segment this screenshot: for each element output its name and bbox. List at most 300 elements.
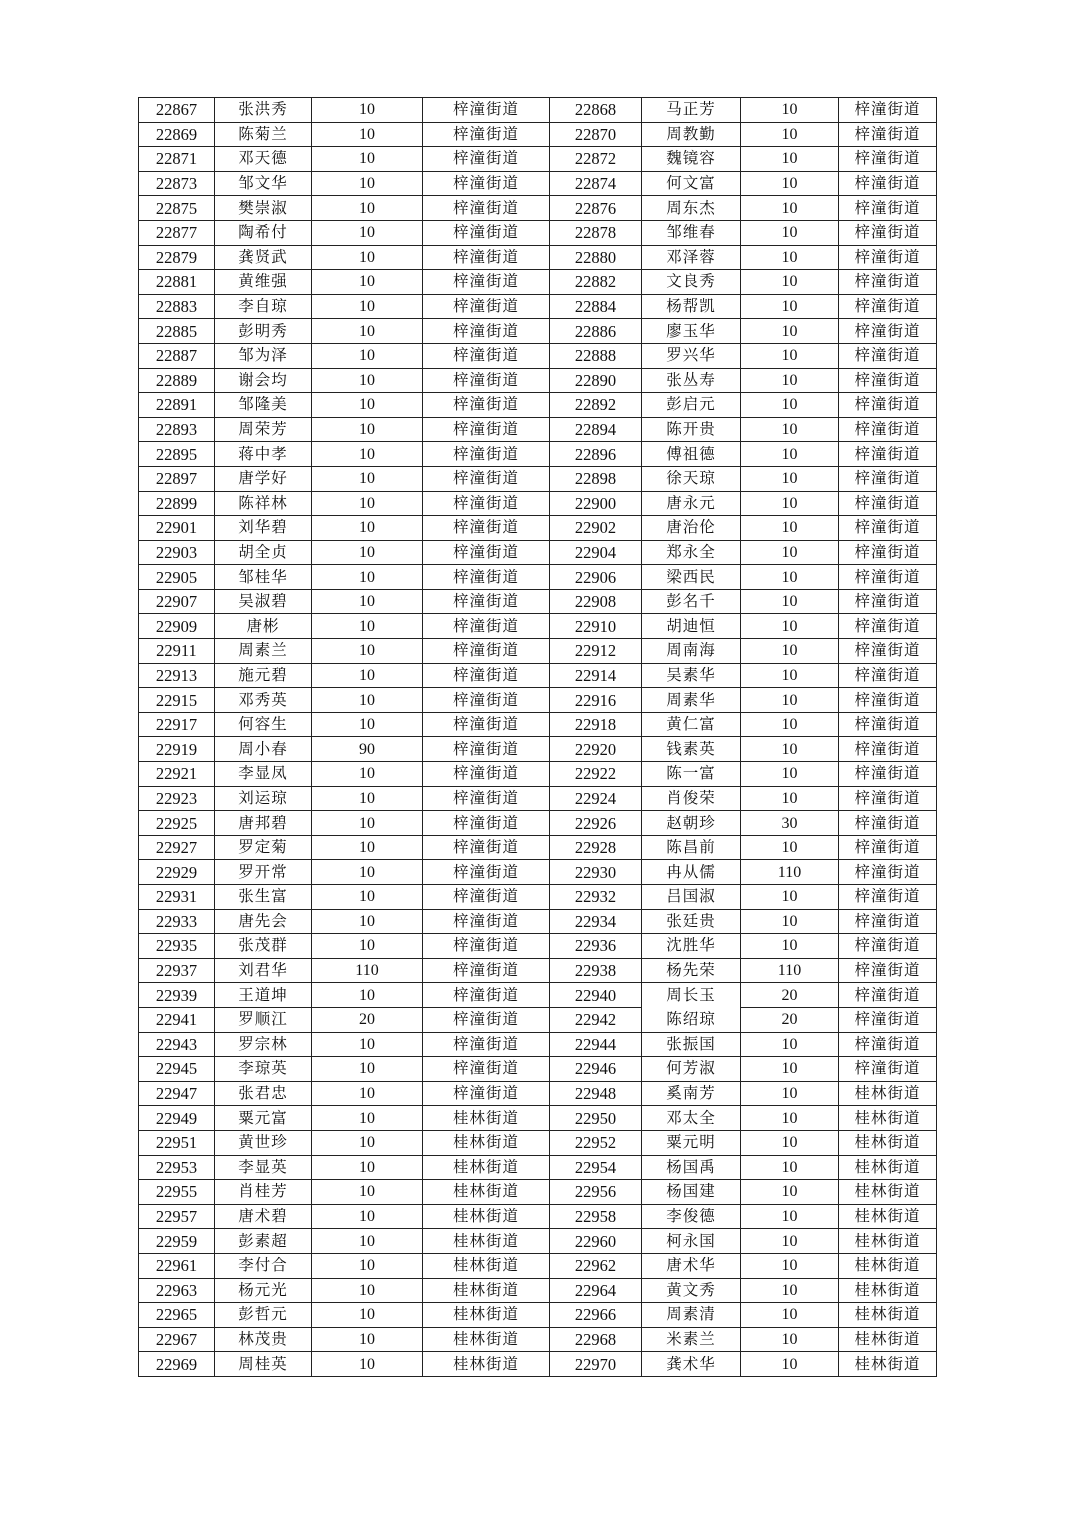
- table-row: [139, 983, 937, 1008]
- person-name-cell: 邓秀英: [215, 688, 312, 713]
- person-name-cell: 彭名千: [642, 589, 741, 614]
- amount-cell: 10: [741, 885, 839, 910]
- street-cell: 梓潼街道: [839, 343, 937, 368]
- street-cell: 梓潼街道: [839, 466, 937, 491]
- person-name-cell: 彭启元: [642, 393, 741, 418]
- person-name-cell: 徐天琼: [642, 466, 741, 491]
- person-name-cell: 周教勤: [642, 122, 741, 147]
- table-row: [139, 147, 937, 172]
- street-cell: 梓潼街道: [839, 442, 937, 467]
- amount-cell: 10: [741, 1106, 839, 1131]
- record-id-cell: 22908: [550, 589, 642, 614]
- amount-cell: 10: [312, 319, 423, 344]
- street-cell: 梓潼街道: [423, 762, 550, 787]
- amount-cell: 10: [312, 639, 423, 664]
- record-id-cell: 22883: [139, 294, 215, 319]
- person-name-cell: 何芳淑: [642, 1057, 741, 1082]
- table-row: [139, 417, 937, 442]
- person-name-cell: 李付合: [215, 1253, 312, 1278]
- amount-cell: 10: [741, 1204, 839, 1229]
- street-cell: 桂林街道: [423, 1229, 550, 1254]
- table-row: [139, 1081, 937, 1106]
- record-id-cell: 22901: [139, 516, 215, 541]
- record-id-cell: 22905: [139, 565, 215, 590]
- street-cell: 梓潼街道: [423, 589, 550, 614]
- amount-cell: 10: [741, 1303, 839, 1328]
- amount-cell: 10: [741, 1155, 839, 1180]
- record-id-cell: 22873: [139, 171, 215, 196]
- table-row: [139, 171, 937, 196]
- table-row: [139, 1327, 937, 1352]
- street-cell: 梓潼街道: [839, 417, 937, 442]
- record-id-cell: 22966: [550, 1303, 642, 1328]
- amount-cell: 10: [741, 147, 839, 172]
- person-name-cell: 罗兴华: [642, 343, 741, 368]
- record-id-cell: 22927: [139, 835, 215, 860]
- amount-cell: 10: [312, 466, 423, 491]
- table-row: [139, 516, 937, 541]
- person-name-cell: 周长玉: [642, 983, 741, 1008]
- amount-cell: 10: [312, 1032, 423, 1057]
- amount-cell: 110: [312, 958, 423, 983]
- amount-cell: 10: [741, 516, 839, 541]
- table-row: [139, 934, 937, 959]
- record-id-cell: 22869: [139, 122, 215, 147]
- amount-cell: 10: [741, 1081, 839, 1106]
- amount-cell: 10: [741, 540, 839, 565]
- person-name-cell: 魏镜容: [642, 147, 741, 172]
- table-row: [139, 1229, 937, 1254]
- street-cell: 梓潼街道: [423, 786, 550, 811]
- person-name-cell: 张振国: [642, 1032, 741, 1057]
- amount-cell: 10: [312, 589, 423, 614]
- record-id-cell: 22872: [550, 147, 642, 172]
- street-cell: 梓潼街道: [423, 885, 550, 910]
- street-cell: 梓潼街道: [839, 368, 937, 393]
- amount-cell: 10: [312, 663, 423, 688]
- record-id-cell: 22941: [139, 1007, 215, 1032]
- record-id-cell: 22945: [139, 1057, 215, 1082]
- table-row: [139, 319, 937, 344]
- street-cell: 桂林街道: [839, 1327, 937, 1352]
- record-id-cell: 22923: [139, 786, 215, 811]
- person-name-cell: 谢会均: [215, 368, 312, 393]
- street-cell: 梓潼街道: [839, 98, 937, 123]
- person-name-cell: 文良秀: [642, 270, 741, 295]
- table-row: [139, 220, 937, 245]
- record-id-cell: 22952: [550, 1130, 642, 1155]
- street-cell: 梓潼街道: [423, 983, 550, 1008]
- amount-cell: 10: [741, 1032, 839, 1057]
- street-cell: 梓潼街道: [423, 1081, 550, 1106]
- amount-cell: 10: [312, 712, 423, 737]
- person-name-cell: 柯永国: [642, 1229, 741, 1254]
- person-name-cell: 吴素华: [642, 663, 741, 688]
- table-row: [139, 1204, 937, 1229]
- street-cell: 梓潼街道: [839, 171, 937, 196]
- record-id-cell: 22948: [550, 1081, 642, 1106]
- person-name-cell: 邓泽蓉: [642, 245, 741, 270]
- street-cell: 桂林街道: [839, 1278, 937, 1303]
- table-row: [139, 688, 937, 713]
- street-cell: 梓潼街道: [423, 147, 550, 172]
- street-cell: 梓潼街道: [423, 196, 550, 221]
- street-cell: 梓潼街道: [839, 786, 937, 811]
- record-id-cell: 22882: [550, 270, 642, 295]
- street-cell: 梓潼街道: [423, 737, 550, 762]
- record-id-cell: 22888: [550, 343, 642, 368]
- street-cell: 桂林街道: [839, 1352, 937, 1377]
- amount-cell: 10: [312, 614, 423, 639]
- person-name-cell: 沈胜华: [642, 934, 741, 959]
- record-id-cell: 22947: [139, 1081, 215, 1106]
- person-name-cell: 彭素超: [215, 1229, 312, 1254]
- record-id-cell: 22916: [550, 688, 642, 713]
- amount-cell: 10: [312, 270, 423, 295]
- person-name-cell: 陈开贵: [642, 417, 741, 442]
- record-id-cell: 22900: [550, 491, 642, 516]
- person-name-cell: 刘君华: [215, 958, 312, 983]
- table-row: [139, 1352, 937, 1377]
- street-cell: 梓潼街道: [839, 220, 937, 245]
- table-row: [139, 393, 937, 418]
- person-name-cell: 周南海: [642, 639, 741, 664]
- table-row: [139, 1253, 937, 1278]
- amount-cell: 10: [312, 786, 423, 811]
- street-cell: 梓潼街道: [423, 491, 550, 516]
- amount-cell: 10: [312, 147, 423, 172]
- table-row: [139, 196, 937, 221]
- table-row: [139, 958, 937, 983]
- table-row: [139, 786, 937, 811]
- street-cell: 梓潼街道: [839, 565, 937, 590]
- amount-cell: 10: [312, 343, 423, 368]
- person-name-cell: 龚贤武: [215, 245, 312, 270]
- street-cell: 梓潼街道: [423, 688, 550, 713]
- amount-cell: 10: [741, 1327, 839, 1352]
- person-name-cell: 张丛寿: [642, 368, 741, 393]
- person-name-cell: 黄维强: [215, 270, 312, 295]
- record-id-cell: 22959: [139, 1229, 215, 1254]
- amount-cell: 10: [312, 368, 423, 393]
- street-cell: 桂林街道: [839, 1106, 937, 1131]
- amount-cell: 10: [741, 319, 839, 344]
- amount-cell: 110: [741, 860, 839, 885]
- table-row: [139, 860, 937, 885]
- street-cell: 梓潼街道: [423, 98, 550, 123]
- table-row: [139, 835, 937, 860]
- amount-cell: 10: [312, 762, 423, 787]
- record-id-cell: 22913: [139, 663, 215, 688]
- amount-cell: 10: [741, 909, 839, 934]
- street-cell: 梓潼街道: [839, 1007, 937, 1032]
- person-name-cell: 陶希付: [215, 220, 312, 245]
- person-name-cell: 杨元光: [215, 1278, 312, 1303]
- amount-cell: 10: [312, 1106, 423, 1131]
- street-cell: 桂林街道: [423, 1278, 550, 1303]
- street-cell: 桂林街道: [839, 1130, 937, 1155]
- record-id-cell: 22956: [550, 1180, 642, 1205]
- person-name-cell: 罗顺江: [215, 1007, 312, 1032]
- record-id-cell: 22915: [139, 688, 215, 713]
- street-cell: 桂林街道: [839, 1204, 937, 1229]
- street-cell: 梓潼街道: [839, 860, 937, 885]
- table-row: [139, 343, 937, 368]
- amount-cell: 10: [741, 1180, 839, 1205]
- person-name-cell: 奚南芳: [642, 1081, 741, 1106]
- street-cell: 梓潼街道: [839, 811, 937, 836]
- record-id-cell: 22932: [550, 885, 642, 910]
- record-id-cell: 22911: [139, 639, 215, 664]
- street-cell: 梓潼街道: [839, 270, 937, 295]
- record-id-cell: 22931: [139, 885, 215, 910]
- record-id-cell: 22962: [550, 1253, 642, 1278]
- amount-cell: 10: [741, 589, 839, 614]
- table-row: [139, 98, 937, 123]
- table-row: [139, 540, 937, 565]
- person-name-cell: 杨帮凯: [642, 294, 741, 319]
- amount-cell: 10: [741, 1278, 839, 1303]
- street-cell: 梓潼街道: [839, 540, 937, 565]
- table-row: [139, 589, 937, 614]
- record-id-cell: 22949: [139, 1106, 215, 1131]
- amount-cell: 10: [312, 860, 423, 885]
- person-name-cell: 梁西民: [642, 565, 741, 590]
- record-id-cell: 22925: [139, 811, 215, 836]
- person-name-cell: 周小春: [215, 737, 312, 762]
- street-cell: 桂林街道: [423, 1155, 550, 1180]
- street-cell: 梓潼街道: [423, 122, 550, 147]
- amount-cell: 10: [741, 466, 839, 491]
- record-id-cell: 22950: [550, 1106, 642, 1131]
- amount-cell: 10: [741, 737, 839, 762]
- person-name-cell: 杨国禹: [642, 1155, 741, 1180]
- person-name-cell: 林茂贵: [215, 1327, 312, 1352]
- street-cell: 梓潼街道: [839, 393, 937, 418]
- person-name-cell: 张廷贵: [642, 909, 741, 934]
- street-cell: 梓潼街道: [839, 835, 937, 860]
- person-name-cell: 施元碧: [215, 663, 312, 688]
- table-row: [139, 1032, 937, 1057]
- person-name-cell: 杨先荣: [642, 958, 741, 983]
- street-cell: 梓潼街道: [423, 516, 550, 541]
- amount-cell: 10: [741, 196, 839, 221]
- record-id-cell: 22904: [550, 540, 642, 565]
- person-name-cell: 张君忠: [215, 1081, 312, 1106]
- subsidy-roster-table: [138, 97, 937, 1377]
- record-id-cell: 22933: [139, 909, 215, 934]
- street-cell: 桂林街道: [423, 1106, 550, 1131]
- amount-cell: 10: [741, 762, 839, 787]
- street-cell: 梓潼街道: [839, 1057, 937, 1082]
- street-cell: 梓潼街道: [423, 614, 550, 639]
- amount-cell: 10: [312, 196, 423, 221]
- record-id-cell: 22934: [550, 909, 642, 934]
- person-name-cell: 彭哲元: [215, 1303, 312, 1328]
- street-cell: 梓潼街道: [839, 762, 937, 787]
- person-name-cell: 罗开常: [215, 860, 312, 885]
- street-cell: 梓潼街道: [423, 270, 550, 295]
- table-row: [139, 491, 937, 516]
- person-name-cell: 邓太全: [642, 1106, 741, 1131]
- record-id-cell: 22871: [139, 147, 215, 172]
- table-row: [139, 442, 937, 467]
- street-cell: 梓潼街道: [423, 565, 550, 590]
- person-name-cell: 唐学好: [215, 466, 312, 491]
- street-cell: 梓潼街道: [423, 909, 550, 934]
- person-name-cell: 邓天德: [215, 147, 312, 172]
- amount-cell: 10: [312, 491, 423, 516]
- person-name-cell: 陈绍琼: [642, 1007, 741, 1032]
- person-name-cell: 罗定菊: [215, 835, 312, 860]
- street-cell: 梓潼街道: [839, 737, 937, 762]
- street-cell: 梓潼街道: [423, 319, 550, 344]
- street-cell: 梓潼街道: [423, 245, 550, 270]
- amount-cell: 10: [741, 245, 839, 270]
- record-id-cell: 22928: [550, 835, 642, 860]
- amount-cell: 10: [312, 1057, 423, 1082]
- street-cell: 梓潼街道: [423, 712, 550, 737]
- person-name-cell: 李琼英: [215, 1057, 312, 1082]
- record-id-cell: 22929: [139, 860, 215, 885]
- person-name-cell: 粟元富: [215, 1106, 312, 1131]
- street-cell: 梓潼街道: [839, 245, 937, 270]
- amount-cell: 10: [741, 712, 839, 737]
- person-name-cell: 郑永全: [642, 540, 741, 565]
- record-id-cell: 22878: [550, 220, 642, 245]
- amount-cell: 10: [312, 1327, 423, 1352]
- record-id-cell: 22868: [550, 98, 642, 123]
- amount-cell: 10: [741, 639, 839, 664]
- street-cell: 梓潼街道: [423, 393, 550, 418]
- person-name-cell: 何文富: [642, 171, 741, 196]
- amount-cell: 90: [312, 737, 423, 762]
- amount-cell: 20: [312, 1007, 423, 1032]
- amount-cell: 10: [741, 368, 839, 393]
- table-row: [139, 1057, 937, 1082]
- amount-cell: 10: [312, 1229, 423, 1254]
- amount-cell: 10: [741, 343, 839, 368]
- person-name-cell: 罗宗林: [215, 1032, 312, 1057]
- street-cell: 梓潼街道: [423, 294, 550, 319]
- amount-cell: 10: [312, 1155, 423, 1180]
- street-cell: 梓潼街道: [423, 958, 550, 983]
- street-cell: 梓潼街道: [839, 147, 937, 172]
- person-name-cell: 周素兰: [215, 639, 312, 664]
- amount-cell: 10: [741, 294, 839, 319]
- street-cell: 梓潼街道: [423, 540, 550, 565]
- person-name-cell: 周东杰: [642, 196, 741, 221]
- record-id-cell: 22891: [139, 393, 215, 418]
- street-cell: 梓潼街道: [839, 983, 937, 1008]
- street-cell: 梓潼街道: [423, 639, 550, 664]
- street-cell: 桂林街道: [839, 1180, 937, 1205]
- street-cell: 桂林街道: [423, 1130, 550, 1155]
- street-cell: 梓潼街道: [839, 491, 937, 516]
- amount-cell: 10: [741, 442, 839, 467]
- amount-cell: 10: [312, 909, 423, 934]
- record-id-cell: 22881: [139, 270, 215, 295]
- amount-cell: 30: [741, 811, 839, 836]
- person-name-cell: 唐邦碧: [215, 811, 312, 836]
- person-name-cell: 马正芳: [642, 98, 741, 123]
- street-cell: 梓潼街道: [423, 220, 550, 245]
- street-cell: 梓潼街道: [839, 958, 937, 983]
- record-id-cell: 22906: [550, 565, 642, 590]
- street-cell: 梓潼街道: [423, 417, 550, 442]
- amount-cell: 10: [312, 1130, 423, 1155]
- person-name-cell: 粟元明: [642, 1130, 741, 1155]
- record-id-cell: 22955: [139, 1180, 215, 1205]
- record-id-cell: 22936: [550, 934, 642, 959]
- record-id-cell: 22887: [139, 343, 215, 368]
- record-id-cell: 22958: [550, 1204, 642, 1229]
- amount-cell: 10: [741, 1130, 839, 1155]
- record-id-cell: 22870: [550, 122, 642, 147]
- record-id-cell: 22876: [550, 196, 642, 221]
- person-name-cell: 吕国淑: [642, 885, 741, 910]
- amount-cell: 10: [741, 934, 839, 959]
- record-id-cell: 22942: [550, 1007, 642, 1032]
- street-cell: 梓潼街道: [839, 294, 937, 319]
- table-row: [139, 614, 937, 639]
- table-row: [139, 639, 937, 664]
- street-cell: 梓潼街道: [423, 171, 550, 196]
- amount-cell: 10: [741, 122, 839, 147]
- amount-cell: 10: [741, 1253, 839, 1278]
- person-name-cell: 肖俊荣: [642, 786, 741, 811]
- record-id-cell: 22892: [550, 393, 642, 418]
- amount-cell: 10: [312, 565, 423, 590]
- record-id-cell: 22889: [139, 368, 215, 393]
- table-row: [139, 762, 937, 787]
- amount-cell: 10: [312, 1204, 423, 1229]
- street-cell: 梓潼街道: [423, 860, 550, 885]
- record-id-cell: 22867: [139, 98, 215, 123]
- street-cell: 梓潼街道: [423, 934, 550, 959]
- table-row: [139, 1180, 937, 1205]
- record-id-cell: 22894: [550, 417, 642, 442]
- person-name-cell: 陈昌前: [642, 835, 741, 860]
- street-cell: 梓潼街道: [839, 934, 937, 959]
- record-id-cell: 22963: [139, 1278, 215, 1303]
- street-cell: 梓潼街道: [839, 885, 937, 910]
- record-id-cell: 22953: [139, 1155, 215, 1180]
- person-name-cell: 吴淑碧: [215, 589, 312, 614]
- person-name-cell: 廖玉华: [642, 319, 741, 344]
- person-name-cell: 周素清: [642, 1303, 741, 1328]
- street-cell: 梓潼街道: [839, 196, 937, 221]
- record-id-cell: 22914: [550, 663, 642, 688]
- street-cell: 桂林街道: [423, 1253, 550, 1278]
- person-name-cell: 周荣芳: [215, 417, 312, 442]
- table-row: [139, 245, 937, 270]
- street-cell: 桂林街道: [839, 1303, 937, 1328]
- person-name-cell: 邹桂华: [215, 565, 312, 590]
- amount-cell: 10: [312, 1081, 423, 1106]
- amount-cell: 10: [741, 393, 839, 418]
- person-name-cell: 蒋中孝: [215, 442, 312, 467]
- street-cell: 梓潼街道: [423, 466, 550, 491]
- person-name-cell: 龚术华: [642, 1352, 741, 1377]
- table-row: [139, 565, 937, 590]
- amount-cell: 10: [312, 516, 423, 541]
- record-id-cell: 22954: [550, 1155, 642, 1180]
- table-row: [139, 1130, 937, 1155]
- amount-cell: 10: [312, 540, 423, 565]
- record-id-cell: 22875: [139, 196, 215, 221]
- street-cell: 梓潼街道: [839, 712, 937, 737]
